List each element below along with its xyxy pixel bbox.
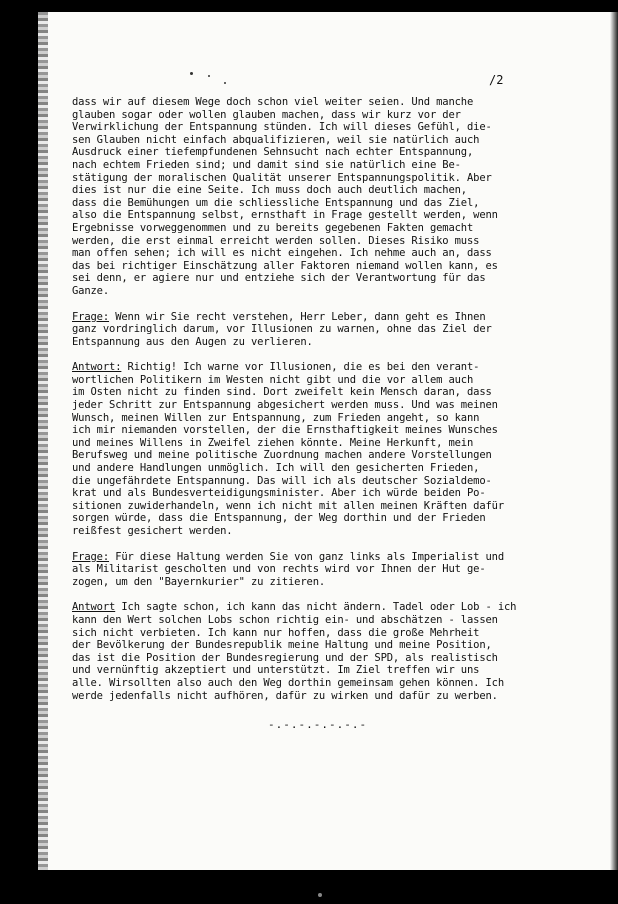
line-text: stätigung der moralischen Qualität unserer Entspannungspolitik. Aber [72,171,492,184]
text-line [72,260,572,273]
line-text: Wunsch, meinen Willen zur Entspannung, zum Frieden angeht, so kann [72,411,480,424]
text-line [72,639,572,652]
text-line [72,525,572,538]
line-text: Ich sagte schon, ich kann das nicht ändern. Tadel oder Lob - ich [115,601,517,614]
speaker-label: Antwort [72,601,116,614]
text-line [72,285,572,298]
line-text: werden, die erst einmal erreicht werden sollen. Dieses Risiko muss [72,234,480,247]
text-line [72,563,572,576]
line-text: Ganze. [72,284,110,297]
line-text: dass wir auf diesem Wege doch schon viel weiter seien. Und manche [72,96,474,108]
scan-speck [208,75,210,77]
scan-speck [190,72,193,75]
text-line [72,601,572,614]
text-line [72,664,572,677]
line-text: der Bevölkerung der Bundesrepublik meine Haltung und meine Position, [72,639,492,652]
line-text: sei denn, er agiere nur und entziehe sich der Verantwortung für das [72,272,486,285]
text-line [72,500,572,513]
text-line [72,222,572,235]
text-line [72,172,572,185]
text-line [72,437,572,450]
text-line [72,109,572,122]
line-text: Ergebnisse vorweggenommen und zu bereits gegebenen Fakten gemacht [72,221,474,234]
line-text: ich mir niemanden vorstellen, der die Ernsthaftigkeit meines Wunsches [72,424,498,437]
text-line [72,412,572,425]
line-text: Verwirklichung der Entspannung stünden. Ich will dieses Gefühl, die- [72,121,492,134]
line-text: Für diese Haltung werden Sie von ganz links als Imperialist und [109,550,505,563]
line-text: dass die Bemühungen um die schliessliche Entspannung und das Ziel, [72,196,480,209]
paragraph-gap [72,348,572,361]
line-text: Ausdruck einer tiefempfundenen Sehnsucht nach echter Entspannung, [72,146,474,159]
line-text: das bei richtiger Einschätzung aller Faktoren niemand wollen kann, es [72,259,498,272]
line-text: das ist die Position der Bundesregierung und der SPD, als realistisch [72,651,498,664]
text-line [72,551,572,564]
line-text: glauben sogar oder wollen glauben machen, dass wir kurz vor der [72,108,461,121]
line-text: alle. Wirsollten also auch den Weg dorthin gemeinsam gehen können. Ich [72,676,505,689]
text-line [72,475,572,488]
line-text: Entspannung aus den Augen zu verlieren. [72,335,313,348]
line-text: nach echtem Frieden sind; und damit sind sie natürlich eine Be- [72,158,461,171]
line-text: man offen sehen; ich will es nicht eingehen. Ich nehme auch an, dass [72,247,492,260]
line-text: reißfest gesichert werden. [72,525,233,537]
text-line [72,386,572,399]
speaker-label: Antwort: [72,361,122,374]
text-line [72,487,572,500]
text-line [72,184,572,197]
line-text: Wenn wir Sie recht verstehen, Herr Leber, dann geht es Ihnen [109,310,486,323]
line-text: Richtig! Ich warne vor Illusionen, die es bei den verant- [121,361,480,374]
text-line [72,336,572,349]
scan-edge-left [38,12,48,870]
page-number: /2 [489,73,504,87]
paragraph [72,551,572,589]
paragraph [72,96,572,298]
paragraph-gap [72,538,572,551]
line-text: sorgen würde, dass die Entspannung, der Weg dorthin und der Frieden [72,512,486,525]
text-line [72,235,572,248]
line-text: als Militarist gescholten und von rechts wird vor Ihnen der Hut ge- [72,563,486,576]
line-text: kann den Wert solchen Lobs schon richtig ein- und abschätzen - lassen [72,613,498,626]
scan-speck [318,893,322,897]
text-line [72,247,572,260]
line-text: werde jedenfalls nicht aufhören, dafür zu wirken und dafür zu werben. [72,689,498,702]
paragraph [72,311,572,349]
text-line [72,576,572,589]
paragraph [72,601,572,702]
paragraph-gap [72,588,572,601]
line-text: ganz vordringlich darum, vor Illusionen zu warnen, ohne das Ziel der [72,323,492,336]
text-line [72,449,572,462]
line-text: krat und als Bundesverteidigungsminister. Aber ich würde beiden Po- [72,487,486,500]
text-line [72,134,572,147]
scan-edge-right [610,12,618,870]
text-line [72,462,572,475]
text-line [72,424,572,437]
text-line [72,96,572,109]
text-line [72,323,572,336]
paragraph-gap [72,298,572,311]
text-line [72,311,572,324]
speaker-label: Frage: [72,550,110,563]
line-text: also die Entspannung selbst, ernsthaft in Frage gestellt werden, wenn [72,209,498,222]
line-text: zogen, um den "Bayernkurier" zu zitieren. [72,575,326,588]
text-line [72,272,572,285]
text-line [72,652,572,665]
line-text: und andere Handlungen unmöglich. Ich will den gesicherten Frieden, [72,462,480,475]
document-body [72,96,572,702]
text-line [72,690,572,703]
text-line [72,614,572,627]
text-line [72,146,572,159]
line-text: Berufsweg und meine politische Zuordnung machen andere Vorstellungen [72,449,492,462]
line-text: jeder Schritt zur Entspannung abgesichert werden muss. Und was meinen [72,399,498,412]
text-line [72,361,572,374]
line-text: wortlichen Politikern im Westen nicht gibt und die vor allem auch [72,373,474,386]
text-line [72,512,572,525]
line-text: sich nicht verbieten. Ich kann nur hoffen, dass die große Mehrheit [72,626,480,639]
line-text: dies ist nur die eine Seite. Ich muss doch auch deutlich machen, [72,184,467,197]
line-text: die ungefährdete Entspannung. Das will ich als deutscher Sozialdemo- [72,474,492,487]
paragraph [72,361,572,537]
line-text: sitionen zuwiderhandeln, wenn ich nicht mit allen meinen Kräften dafür [72,499,505,512]
text-line [72,197,572,210]
line-text: und meines Willens in Zweifel ziehen könnte. Meine Herkunft, mein [72,436,474,449]
text-line [72,627,572,640]
speaker-label: Frage: [72,310,110,323]
text-line [72,374,572,387]
text-line [72,677,572,690]
text-line [72,121,572,134]
text-line [72,399,572,412]
text-line [72,159,572,172]
line-text: sen Glauben nicht einfach abqualifizieren, weil sie natürlich auch [72,133,480,146]
ending-mark: -.-.-.-.-.-.- [268,718,368,731]
text-line [72,209,572,222]
scan-speck [224,82,226,84]
line-text: und vernünftig akzeptiert und unterstützt. Im Ziel treffen wir uns [72,664,480,677]
line-text: im Osten nicht zu finden sind. Dort zweifelt kein Mensch daran, dass [72,386,492,399]
